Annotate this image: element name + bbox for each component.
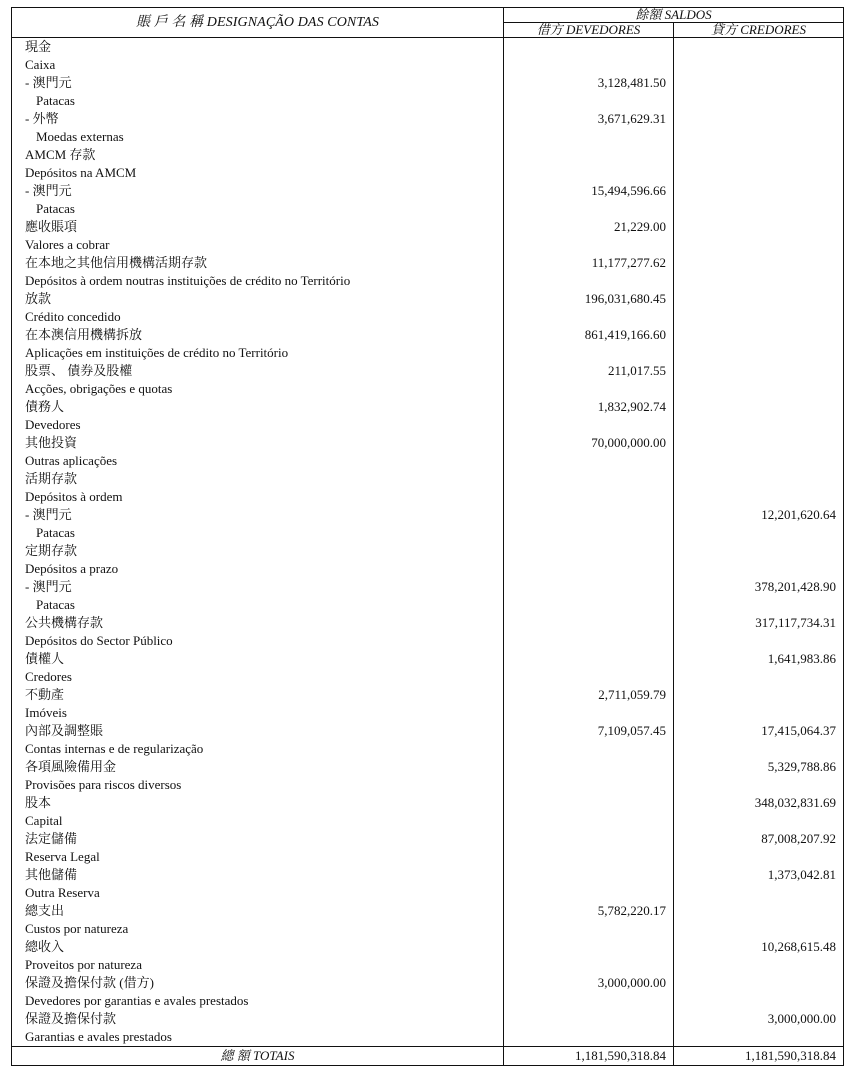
debit-value: 3,000,000.00 bbox=[504, 974, 674, 992]
credit-value bbox=[674, 632, 844, 650]
credit-value bbox=[674, 416, 844, 434]
account-label: 應收賬項 bbox=[12, 218, 504, 236]
credit-value bbox=[674, 74, 844, 92]
credit-value bbox=[674, 380, 844, 398]
account-label: - 外幣 bbox=[12, 110, 504, 128]
ledger-row bbox=[12, 380, 844, 398]
credit-value bbox=[674, 110, 844, 128]
debit-value bbox=[504, 704, 674, 722]
ledger-row bbox=[12, 956, 844, 974]
ledger-row bbox=[12, 200, 844, 218]
ledger-row bbox=[12, 290, 844, 308]
ledger-row bbox=[12, 272, 844, 290]
account-label: Depósitos a prazo bbox=[12, 560, 504, 578]
debit-value: 15,494,596.66 bbox=[504, 182, 674, 200]
debit-value: 21,229.00 bbox=[504, 218, 674, 236]
debit-value bbox=[504, 344, 674, 362]
header-account-name: 賬 戶 名 稱 DESIGNAÇÃO DAS CONTAS bbox=[12, 8, 504, 38]
ledger-row bbox=[12, 326, 844, 344]
credit-value: 348,032,831.69 bbox=[674, 794, 844, 812]
ledger-row bbox=[12, 704, 844, 722]
credit-value bbox=[674, 218, 844, 236]
credit-value: 3,000,000.00 bbox=[674, 1010, 844, 1028]
account-label: Depósitos à ordem noutras instituições de crédito no Território bbox=[12, 272, 504, 290]
ledger-row bbox=[12, 146, 844, 164]
ledger-row bbox=[12, 506, 844, 524]
debit-value: 1,832,902.74 bbox=[504, 398, 674, 416]
debit-value bbox=[504, 794, 674, 812]
ledger-row bbox=[12, 308, 844, 326]
ledger-row bbox=[12, 398, 844, 416]
account-label: 在本澳信用機構拆放 bbox=[12, 326, 504, 344]
account-label: 股本 bbox=[12, 794, 504, 812]
account-label: 定期存款 bbox=[12, 542, 504, 560]
ledger-row bbox=[12, 218, 844, 236]
account-label: Capital bbox=[12, 812, 504, 830]
ledger-row bbox=[12, 92, 844, 110]
debit-value bbox=[504, 452, 674, 470]
ledger-row bbox=[12, 668, 844, 686]
ledger-row bbox=[12, 452, 844, 470]
balance-table bbox=[11, 7, 844, 1066]
ledger-row bbox=[12, 992, 844, 1010]
account-label: 各項風險備用金 bbox=[12, 758, 504, 776]
account-label: 總收入 bbox=[12, 938, 504, 956]
credit-value bbox=[674, 596, 844, 614]
debit-value: 2,711,059.79 bbox=[504, 686, 674, 704]
account-label: 股票、 債券及股權 bbox=[12, 362, 504, 380]
debit-value: 7,109,057.45 bbox=[504, 722, 674, 740]
debit-value: 11,177,277.62 bbox=[504, 254, 674, 272]
account-label: Patacas bbox=[12, 596, 504, 614]
account-label: Caixa bbox=[12, 56, 504, 74]
account-label: Proveitos por natureza bbox=[12, 956, 504, 974]
debit-value bbox=[504, 830, 674, 848]
debit-value bbox=[504, 200, 674, 218]
ledger-row bbox=[12, 1010, 844, 1028]
ledger-row bbox=[12, 902, 844, 920]
credit-value bbox=[674, 668, 844, 686]
ledger-row bbox=[12, 470, 844, 488]
account-label: Depósitos na AMCM bbox=[12, 164, 504, 182]
ledger-row bbox=[12, 56, 844, 74]
ledger-row bbox=[12, 632, 844, 650]
debit-value bbox=[504, 488, 674, 506]
account-label: Provisões para riscos diversos bbox=[12, 776, 504, 794]
debit-value bbox=[504, 236, 674, 254]
account-label: - 澳門元 bbox=[12, 74, 504, 92]
account-label: Valores a cobrar bbox=[12, 236, 504, 254]
debit-value bbox=[504, 308, 674, 326]
credit-value bbox=[674, 344, 844, 362]
credit-value bbox=[674, 488, 844, 506]
credit-value bbox=[674, 884, 844, 902]
credit-value bbox=[674, 704, 844, 722]
ledger-row bbox=[12, 1028, 844, 1047]
credit-value bbox=[674, 686, 844, 704]
debit-value bbox=[504, 956, 674, 974]
credit-value bbox=[674, 542, 844, 560]
debit-value bbox=[504, 650, 674, 668]
ledger-row bbox=[12, 686, 844, 704]
credit-value: 87,008,207.92 bbox=[674, 830, 844, 848]
credit-value bbox=[674, 164, 844, 182]
account-label: Reserva Legal bbox=[12, 848, 504, 866]
credit-value bbox=[674, 128, 844, 146]
credit-value: 12,201,620.64 bbox=[674, 506, 844, 524]
debit-value bbox=[504, 614, 674, 632]
ledger-row bbox=[12, 524, 844, 542]
debit-value: 70,000,000.00 bbox=[504, 434, 674, 452]
credit-value bbox=[674, 308, 844, 326]
ledger-row bbox=[12, 128, 844, 146]
debit-value bbox=[504, 470, 674, 488]
account-label: 現金 bbox=[12, 38, 504, 57]
account-label: Credores bbox=[12, 668, 504, 686]
totals-credit: 1,181,590,318.84 bbox=[674, 1047, 844, 1066]
account-label: 不動產 bbox=[12, 686, 504, 704]
debit-value: 3,671,629.31 bbox=[504, 110, 674, 128]
debit-value bbox=[504, 758, 674, 776]
account-label: Patacas bbox=[12, 200, 504, 218]
debit-value bbox=[504, 560, 674, 578]
account-label: AMCM 存款 bbox=[12, 146, 504, 164]
credit-value bbox=[674, 470, 844, 488]
ledger-row bbox=[12, 974, 844, 992]
account-label: 法定儲備 bbox=[12, 830, 504, 848]
account-label: Devedores por garantias e avales prestados bbox=[12, 992, 504, 1010]
credit-value bbox=[674, 182, 844, 200]
ledger-row bbox=[12, 614, 844, 632]
credit-value bbox=[674, 92, 844, 110]
debit-value bbox=[504, 56, 674, 74]
credit-value bbox=[674, 560, 844, 578]
account-label: Outras aplicações bbox=[12, 452, 504, 470]
debit-value bbox=[504, 812, 674, 830]
credit-value bbox=[674, 434, 844, 452]
credit-value bbox=[674, 398, 844, 416]
credit-value bbox=[674, 362, 844, 380]
ledger-row bbox=[12, 560, 844, 578]
account-label: 保證及擔保付款 bbox=[12, 1010, 504, 1028]
ledger-row bbox=[12, 884, 844, 902]
credit-value bbox=[674, 848, 844, 866]
account-label: Contas internas e de regularização bbox=[12, 740, 504, 758]
debit-value bbox=[504, 164, 674, 182]
ledger-row bbox=[12, 938, 844, 956]
account-label: Devedores bbox=[12, 416, 504, 434]
ledger-row bbox=[12, 722, 844, 740]
debit-value bbox=[504, 992, 674, 1010]
credit-value bbox=[674, 992, 844, 1010]
ledger-row bbox=[12, 164, 844, 182]
ledger-row bbox=[12, 236, 844, 254]
ledger-row bbox=[12, 650, 844, 668]
account-label: Custos por natureza bbox=[12, 920, 504, 938]
credit-value bbox=[674, 38, 844, 57]
account-label: 其他儲備 bbox=[12, 866, 504, 884]
ledger-row bbox=[12, 182, 844, 200]
account-label: Garantias e avales prestados bbox=[12, 1028, 504, 1047]
account-label: 其他投資 bbox=[12, 434, 504, 452]
credit-value bbox=[674, 290, 844, 308]
debit-value bbox=[504, 866, 674, 884]
account-label: 活期存款 bbox=[12, 470, 504, 488]
credit-value bbox=[674, 956, 844, 974]
debit-value bbox=[504, 740, 674, 758]
credit-value bbox=[674, 776, 844, 794]
ledger-row bbox=[12, 848, 844, 866]
debit-value bbox=[504, 380, 674, 398]
ledger-row bbox=[12, 542, 844, 560]
debit-value: 196,031,680.45 bbox=[504, 290, 674, 308]
account-label: Imóveis bbox=[12, 704, 504, 722]
ledger-row bbox=[12, 362, 844, 380]
totals-label: 總 額 TOTAIS bbox=[12, 1047, 504, 1066]
debit-value bbox=[504, 1028, 674, 1047]
ledger-row bbox=[12, 758, 844, 776]
account-label: Crédito concedido bbox=[12, 308, 504, 326]
account-label: 債權人 bbox=[12, 650, 504, 668]
credit-value bbox=[674, 272, 844, 290]
account-label: 總支出 bbox=[12, 902, 504, 920]
header-credit: 貸方 CREDORES bbox=[674, 23, 844, 38]
ledger-row bbox=[12, 830, 844, 848]
ledger-row bbox=[12, 866, 844, 884]
account-label: Acções, obrigações e quotas bbox=[12, 380, 504, 398]
debit-value: 5,782,220.17 bbox=[504, 902, 674, 920]
debit-value bbox=[504, 884, 674, 902]
debit-value bbox=[504, 578, 674, 596]
account-label: Patacas bbox=[12, 92, 504, 110]
header-debit: 借方 DEVEDORES bbox=[504, 23, 674, 38]
credit-value: 1,373,042.81 bbox=[674, 866, 844, 884]
credit-value: 10,268,615.48 bbox=[674, 938, 844, 956]
credit-value: 1,641,983.86 bbox=[674, 650, 844, 668]
debit-value bbox=[504, 128, 674, 146]
debit-value bbox=[504, 506, 674, 524]
credit-value bbox=[674, 146, 844, 164]
debit-value bbox=[504, 920, 674, 938]
credit-value bbox=[674, 1028, 844, 1047]
ledger-row bbox=[12, 74, 844, 92]
ledger-row bbox=[12, 254, 844, 272]
debit-value bbox=[504, 938, 674, 956]
debit-value bbox=[504, 524, 674, 542]
account-label: Moedas externas bbox=[12, 128, 504, 146]
debit-value bbox=[504, 272, 674, 290]
credit-value bbox=[674, 902, 844, 920]
credit-value bbox=[674, 326, 844, 344]
account-label: - 澳門元 bbox=[12, 506, 504, 524]
account-label: - 澳門元 bbox=[12, 578, 504, 596]
account-label: Patacas bbox=[12, 524, 504, 542]
credit-value bbox=[674, 812, 844, 830]
debit-value bbox=[504, 542, 674, 560]
ledger-row bbox=[12, 344, 844, 362]
debit-value bbox=[504, 146, 674, 164]
ledger-row bbox=[12, 812, 844, 830]
debit-value bbox=[504, 38, 674, 57]
account-label: Depósitos à ordem bbox=[12, 488, 504, 506]
debit-value: 861,419,166.60 bbox=[504, 326, 674, 344]
debit-value bbox=[504, 848, 674, 866]
ledger-row bbox=[12, 776, 844, 794]
credit-value bbox=[674, 452, 844, 470]
account-label: 公共機構存款 bbox=[12, 614, 504, 632]
credit-value: 378,201,428.90 bbox=[674, 578, 844, 596]
credit-value bbox=[674, 740, 844, 758]
header-saldos: 餘額 SALDOS bbox=[504, 8, 844, 23]
debit-value bbox=[504, 668, 674, 686]
account-label: 在本地之其他信用機構活期存款 bbox=[12, 254, 504, 272]
credit-value bbox=[674, 200, 844, 218]
credit-value: 5,329,788.86 bbox=[674, 758, 844, 776]
ledger-row bbox=[12, 578, 844, 596]
debit-value: 211,017.55 bbox=[504, 362, 674, 380]
ledger-body bbox=[12, 38, 844, 1047]
debit-value bbox=[504, 596, 674, 614]
ledger-row bbox=[12, 488, 844, 506]
debit-value: 3,128,481.50 bbox=[504, 74, 674, 92]
debit-value bbox=[504, 416, 674, 434]
account-label: 保證及擔保付款 (借方) bbox=[12, 974, 504, 992]
account-label: Depósitos do Sector Público bbox=[12, 632, 504, 650]
credit-value bbox=[674, 56, 844, 74]
account-label: 放款 bbox=[12, 290, 504, 308]
credit-value bbox=[674, 974, 844, 992]
debit-value bbox=[504, 92, 674, 110]
account-label: - 澳門元 bbox=[12, 182, 504, 200]
credit-value bbox=[674, 524, 844, 542]
ledger-row bbox=[12, 434, 844, 452]
ledger-row bbox=[12, 794, 844, 812]
ledger-row bbox=[12, 416, 844, 434]
credit-value: 317,117,734.31 bbox=[674, 614, 844, 632]
account-label: 債務人 bbox=[12, 398, 504, 416]
account-label: Aplicações em instituições de crédito no Território bbox=[12, 344, 504, 362]
credit-value bbox=[674, 920, 844, 938]
debit-value bbox=[504, 632, 674, 650]
debit-value bbox=[504, 776, 674, 794]
ledger-row bbox=[12, 110, 844, 128]
credit-value bbox=[674, 254, 844, 272]
credit-value bbox=[674, 236, 844, 254]
ledger-row bbox=[12, 38, 844, 57]
totals-debit: 1,181,590,318.84 bbox=[504, 1047, 674, 1066]
ledger-row bbox=[12, 596, 844, 614]
debit-value bbox=[504, 1010, 674, 1028]
account-label: Outra Reserva bbox=[12, 884, 504, 902]
credit-value: 17,415,064.37 bbox=[674, 722, 844, 740]
account-label: 內部及調整賬 bbox=[12, 722, 504, 740]
ledger-row bbox=[12, 740, 844, 758]
ledger-row bbox=[12, 920, 844, 938]
totals-row bbox=[12, 1047, 844, 1066]
